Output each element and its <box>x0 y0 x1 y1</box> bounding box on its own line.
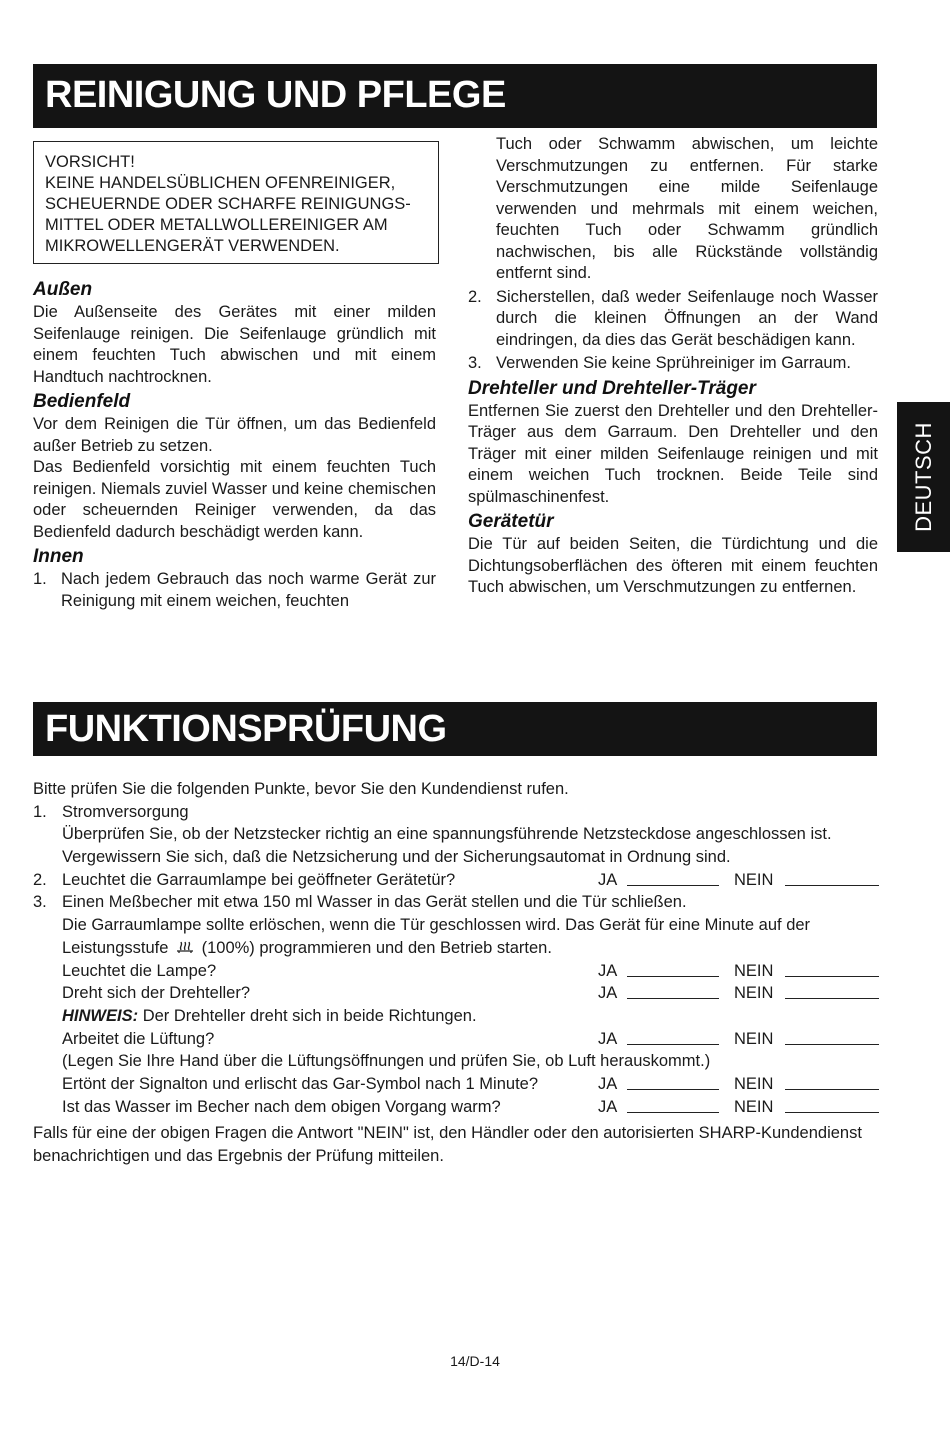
function-check <box>33 778 879 1168</box>
list-number: 3. <box>468 354 482 372</box>
list-number: 2. <box>468 287 482 306</box>
section-title-banner <box>33 702 877 756</box>
nein-answer-line[interactable] <box>785 998 879 999</box>
ja-label: JA <box>598 1074 618 1093</box>
power-level-text: (100%) programmieren und den Betrieb starten. <box>201 938 552 957</box>
nein-label: NEIN <box>734 1029 774 1048</box>
warning-line: VORSICHT! <box>45 153 135 171</box>
closing-paragraph: Falls für eine der obigen Fragen die Antwort "NEIN" ist, den Händler oder den autorisierten SHARP-Kundendienst benachrichtigen und das Ergebnis der Prüfung mitteilen. <box>33 1124 862 1166</box>
check-item <box>33 869 879 892</box>
intro-row <box>33 778 879 801</box>
paragraph-bedienfeld-1: Vor dem Reinigen die Tür öffnen, um das Bedienfeld außer Betrieb zu setzen. <box>33 415 436 455</box>
paragraph-drehteller: Entfernen Sie zuerst den Drehteller und den Drehteller-Träger aus dem Garraum. Den Drehteller und den Träger mit einer milden Seifenlauge reinigen und mit einem weichen Tuch trocknen. Beide Teile sind spülmaschinenfest. <box>468 401 878 506</box>
paragraph-row <box>33 914 879 937</box>
paragraph: Die Garraumlampe sollte erlöschen, wenn die Tür geschlossen wird. Das Gerät für eine Minute auf der <box>62 916 811 935</box>
ja-label: JA <box>598 1029 618 1048</box>
nein-label: NEIN <box>734 1074 774 1093</box>
left-column <box>33 276 436 612</box>
note-label: HINWEIS: <box>62 1006 139 1025</box>
paragraph-row <box>33 937 879 960</box>
nein-answer-line[interactable] <box>785 1112 879 1113</box>
paragraph-bedienfeld-2: Das Bedienfeld vorsichtig mit einem feuchten Tuch reinigen. Niemals zuviel Wasser und keine chemischen oder scheuernden Reiniger verwenden, da das Bedienfeld dadurch beschädigt werden kann. <box>33 458 436 541</box>
nein-label: NEIN <box>734 1097 774 1116</box>
warning-line: KEINE HANDELSÜBLICHEN OFENREINIGER, <box>45 174 396 192</box>
nein-answer-line[interactable] <box>785 976 879 977</box>
warning-line: MIKROWELLENGERÄT VERWENDEN. <box>45 237 340 255</box>
list-item <box>468 287 878 352</box>
list-text: Stromversorgung <box>62 802 189 821</box>
heading-geraetetuer: Gerätetür <box>468 511 554 532</box>
check-item <box>33 891 879 914</box>
paragraph: (Legen Sie Ihre Hand über die Lüftungsöffnungen und prüfen Sie, ob Luft herauskommt.) <box>62 1052 711 1071</box>
check-question <box>33 1028 879 1051</box>
heading-innen: Innen <box>33 546 84 567</box>
list-text: Verwenden Sie keine Sprühreiniger im Garraum. <box>496 354 851 372</box>
nein-answer-line[interactable] <box>785 1044 879 1045</box>
section-title-banner <box>33 64 877 128</box>
check-question <box>33 1096 879 1119</box>
list-number: 1. <box>33 570 47 588</box>
heading-bedienfeld: Bedienfeld <box>33 391 131 412</box>
question-text: Arbeitet die Lüftung? <box>62 1029 215 1048</box>
list-text: Einen Meßbecher mit etwa 150 ml Wasser in das Gerät stellen und die Tür schließen. <box>62 893 687 912</box>
paragraph: Überprüfen Sie, ob der Netzstecker richtig an eine spannungsführende Netzsteckdose angeschlossen ist. <box>62 825 832 844</box>
list-text-continued: Tuch oder Schwamm abwischen, um leichte Verschmutzungen zu entfernen. Für starke Verschmutzungen eine milde Seifenlauge verwenden und mehrmals mit einem weichen, feuchten Tuch oder Schwamm gründlich nachwischen, bis alle Rückstände vollständig entfernt sind. <box>496 135 878 282</box>
right-column <box>468 134 878 599</box>
question-text: Dreht sich der Drehteller? <box>62 984 250 1003</box>
list-item <box>33 569 436 612</box>
question-text: Leuchtet die Garraumlampe bei geöffneter Gerätetür? <box>62 870 456 889</box>
language-tab-label: DEUTSCH <box>910 422 936 532</box>
ja-answer-line[interactable] <box>627 976 719 977</box>
check-question <box>33 1073 879 1096</box>
ja-answer-line[interactable] <box>627 1044 719 1045</box>
note-row <box>33 1005 879 1028</box>
intro-text: Bitte prüfen Sie die folgenden Punkte, bevor Sie den Kundendienst rufen. <box>33 780 569 798</box>
microwave-power-icon <box>175 939 195 955</box>
check-question <box>33 960 879 983</box>
nein-label: NEIN <box>734 870 774 889</box>
ja-answer-line[interactable] <box>627 1089 719 1090</box>
power-level-label: Leistungsstufe <box>62 938 169 957</box>
paragraph-row <box>33 846 879 869</box>
ja-label: JA <box>598 961 618 980</box>
check-question <box>33 982 879 1005</box>
heading-aussen: Außen <box>33 279 93 300</box>
question-text: Ist das Wasser im Becher nach dem obigen Vorgang warm? <box>62 1097 501 1116</box>
ja-label: JA <box>598 984 618 1003</box>
ja-label: JA <box>598 1097 618 1116</box>
heading-drehteller: Drehteller und Drehteller-Träger <box>468 377 756 399</box>
warning-line: SCHEUERNDE ODER SCHARFE REINIGUNGS- <box>45 195 411 213</box>
ja-answer-line[interactable] <box>627 1112 719 1113</box>
list-item <box>468 353 878 375</box>
section-title: FUNKTIONSPRÜFUNG <box>45 708 447 750</box>
list-text: Nach jedem Gebrauch das noch warme Gerät zur Reinigung mit einem weichen, feuchten <box>61 570 436 610</box>
language-tab <box>897 402 950 552</box>
ja-answer-line[interactable] <box>627 998 719 999</box>
paragraph-power-level <box>62 937 552 960</box>
list-number: 2. <box>33 870 47 889</box>
paragraph-geraetetuer: Die Tür auf beiden Seiten, die Türdichtung und die Dichtungsoberflächen des öfteren mit einem feuchten Tuch abwischen, um Verschmutzungen zu entfernen. <box>468 535 878 596</box>
nein-answer-line[interactable] <box>785 1089 879 1090</box>
section-title: REINIGUNG UND PFLEGE <box>45 74 506 116</box>
note <box>62 1005 477 1028</box>
ja-answer-line[interactable] <box>627 885 719 886</box>
check-item <box>33 801 879 824</box>
note-text: Der Drehteller dreht sich in beide Richtungen. <box>142 1006 477 1025</box>
warning-box <box>33 141 439 264</box>
paragraph-aussen: Die Außenseite des Gerätes mit einer milden Seifenlauge reinigen. Die Seifenlauge gründlich mit einem feuchten Tuch abwischen und mit einem Handtuch nachtrocknen. <box>33 303 436 386</box>
nein-label: NEIN <box>734 961 774 980</box>
page-number: 14/D-14 <box>450 1353 500 1369</box>
paragraph-row <box>33 1050 879 1073</box>
question-text: Ertönt der Signalton und erlischt das Gar-Symbol nach 1 Minute? <box>62 1074 539 1093</box>
warning-line: MITTEL ODER METALLWOLLEREINIGER AM <box>45 216 388 234</box>
nein-answer-line[interactable] <box>785 885 879 886</box>
paragraph: Vergewissern Sie sich, daß die Netzsicherung und der Sicherungsautomat in Ordnung sind. <box>62 848 731 867</box>
ja-label: JA <box>598 870 618 889</box>
question-text: Leuchtet die Lampe? <box>62 961 217 980</box>
nein-label: NEIN <box>734 984 774 1003</box>
list-number: 1. <box>33 802 47 821</box>
list-number: 3. <box>33 893 47 912</box>
list-text: Sicherstellen, daß weder Seifenlauge noch Wasser durch die kleinen Öffnungen an der Wand eindringen, da dies das Gerät beschädigen kann. <box>496 287 878 349</box>
